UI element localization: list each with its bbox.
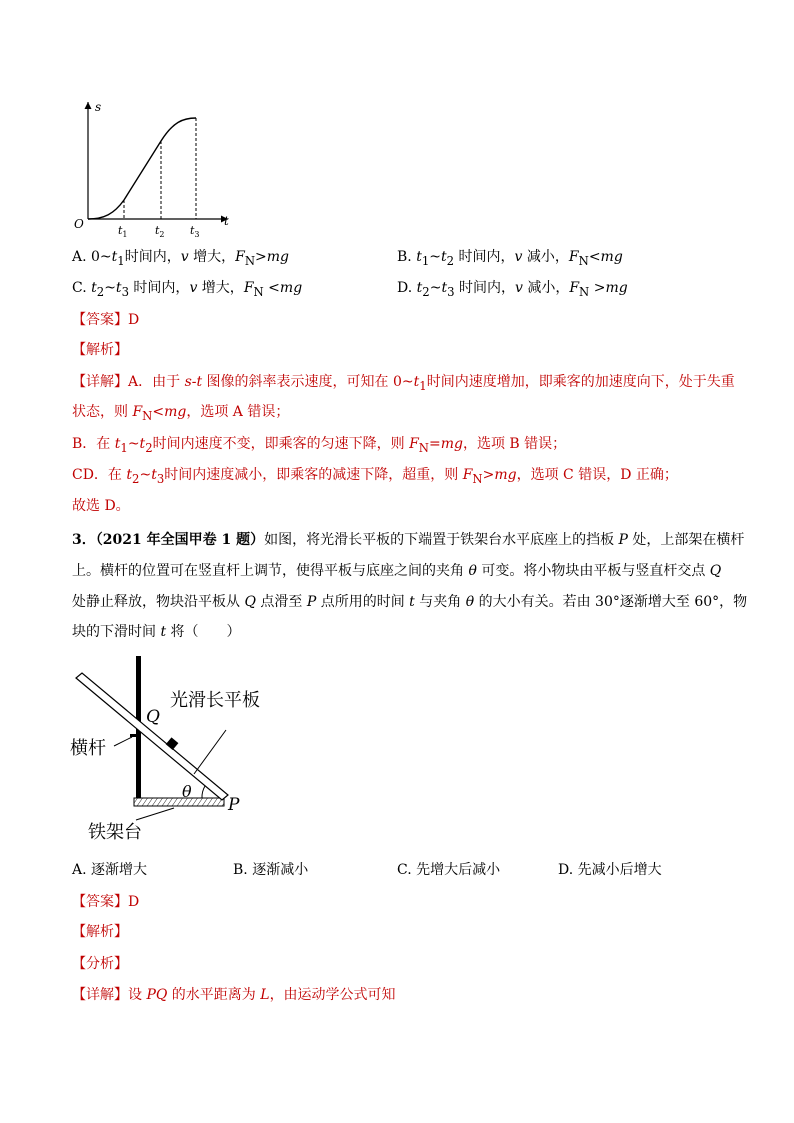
q2-detail-line-2: 状态，则 $F_N<mg$，选项 A 错误； (72, 404, 290, 423)
q3-option-d[interactable]: D. 先减小后增大 (558, 862, 662, 878)
q3-stem-line-2: 上。横杆的位置可在竖直杆上调节，使得平板与底座之间的夹角 θ 可变。将小物块由平板与竖直杆交点 Q (72, 563, 722, 579)
label-plate: 光滑长平板 (170, 690, 260, 711)
q3-option-c[interactable]: C. 先增大后减小 (397, 862, 501, 878)
label-theta: θ (182, 782, 192, 801)
q3-stem-line-4: 块的下滑时间 t 将（ ） (72, 624, 241, 640)
q2-analysis-label: 【解析】 (72, 342, 128, 358)
base (134, 798, 224, 806)
q2-detail-line-1: 【详解】A．由于 s-t 图像的斜率表示速度，可知在 $0\sim t_1$时间内速度增加，即乘客的加速度向下，处于失重 (72, 374, 735, 393)
y-axis-label: s (95, 100, 102, 114)
q2-answer: 【答案】D (72, 312, 140, 328)
incline-figure (66, 650, 296, 850)
q3-answer: 【答案】D (72, 894, 140, 910)
option-d[interactable]: D. $t_2\sim t_3$ 时间内，v 减小，$F_N >mg$ (397, 280, 628, 299)
origin-label: O (74, 217, 84, 231)
q2-detail-line-4: CD．在 $t_2\sim t_3$时间内速度减小，即乘客的减速下降，超重，则 $F_N>mg$，选项 C 错误，D 正确； (72, 467, 678, 486)
option-a[interactable]: A. $0\sim t_1$时间内，v 增大，$F_N>mg$ (72, 249, 289, 268)
crossbar (130, 734, 137, 737)
q2-detail-line-3: B．在 $t_1\sim t_2$时间内速度不变，即乘客的匀速下降，则 $F_N=mg$，选项 B 错误； (72, 436, 567, 455)
tick-t3: $t_3$ (190, 224, 200, 239)
plate-leader (194, 730, 226, 774)
bar-leader (114, 737, 132, 746)
s-t-curve (88, 118, 196, 219)
q3-option-a[interactable]: A. 逐渐增大 (72, 862, 148, 878)
label-bar: 横杆 (70, 738, 106, 759)
tick-t2: $t_2$ (155, 224, 165, 239)
q2-detail-line-5: 故选 D。 (72, 498, 130, 514)
q3-fenxi-label: 【分析】 (72, 956, 128, 972)
tick-t1: $t_1$ (118, 224, 128, 239)
q3-detail: 【详解】设 PQ 的水平距离为 L，由运动学公式可知 (72, 987, 396, 1003)
q3-option-b[interactable]: B. 逐渐减小 (233, 862, 309, 878)
theta-arc (202, 786, 205, 798)
label-P: P (228, 795, 240, 815)
option-b[interactable]: B. $t_1\sim t_2$ 时间内，v 减小，$F_N<mg$ (397, 249, 623, 268)
label-Q: Q (146, 707, 160, 727)
x-axis-label: t (224, 214, 229, 228)
q3-stem-line-1: 3．（2021 年全国甲卷 1 题）如图，将光滑长平板的下端置于铁架台水平底座上的挡板 P 处，上部架在横杆 (72, 532, 745, 548)
q3-stem-line-3: 处静止释放，物块沿平板从 Q 点滑至 P 点所用的时间 t 与夹角 θ 的大小有关。若由 30°逐渐增大至 60°，物 (72, 594, 748, 610)
option-c[interactable]: C. $t_2\sim t_3$ 时间内，v 增大，$F_N <mg$ (72, 280, 303, 299)
s-t-graph (68, 96, 238, 246)
label-stand: 铁架台 (88, 822, 142, 843)
stand-leader (136, 808, 174, 820)
q3-analysis-label: 【解析】 (72, 924, 128, 940)
